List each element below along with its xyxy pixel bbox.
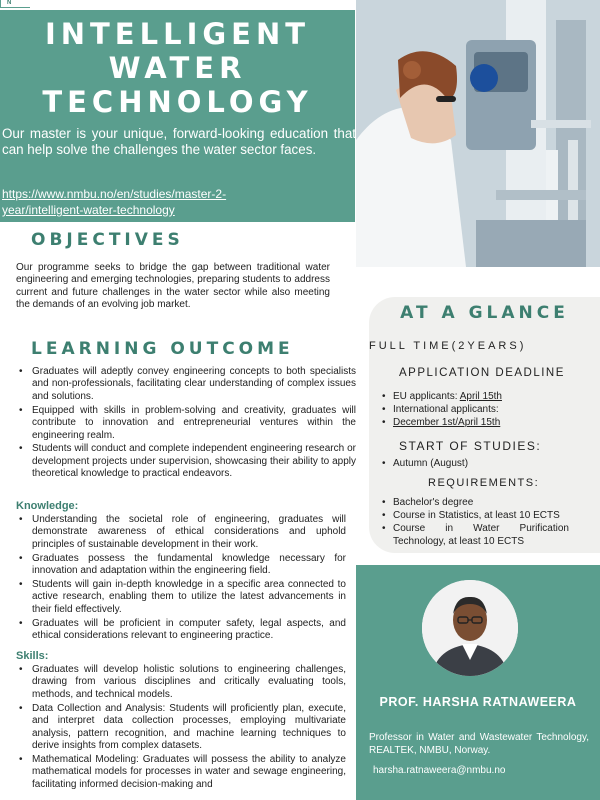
- nmbu-logo: [0, 0, 30, 8]
- requirements-heading: REQUIREMENTS:: [428, 477, 540, 489]
- avatar: [422, 580, 518, 676]
- professor-email[interactable]: harsha.ratnaweera@nmbu.no: [373, 765, 506, 776]
- start-heading: START OF STUDIES:: [399, 439, 542, 453]
- logo-text: N: [7, 0, 12, 6]
- start-list: [379, 457, 594, 470]
- lab-scene-illustration: [356, 0, 600, 267]
- title-line-1: INTELLIGENT: [44, 17, 311, 51]
- hero-banner: [0, 10, 355, 222]
- duration-text: FULL TIME(2YEARS): [369, 340, 527, 352]
- glance-title: AT A GLANCE: [400, 303, 569, 323]
- at-a-glance-panel: [369, 297, 600, 553]
- program-link[interactable]: [2, 186, 356, 218]
- link-line-1[interactable]: https://www.nmbu.no/en/studies/master-2-: [2, 187, 227, 201]
- objectives-heading: OBJECTIVES: [31, 230, 184, 250]
- list-item: [379, 416, 594, 429]
- list-item: • Graduates possess the fundamental knowledge necessary for innovation and adaptation within the engineering field.: [14, 553, 346, 578]
- list-item: [379, 403, 594, 416]
- page-title: [0, 17, 355, 119]
- list-item: • Graduates will adeptly convey engineering concepts to both specialists and non-professionals, facilitating clear understanding of complex issues and solutions.: [14, 366, 356, 403]
- intl-label: International applicants:: [393, 404, 499, 415]
- list-item: • Course in Water Purification Technology, at least 10 ECTS: [379, 522, 569, 548]
- learning-outcome-heading: LEARNING OUTCOME: [31, 339, 294, 359]
- objectives-text: Our programme seeks to bridge the gap between traditional water engineering and emerging technologies, preparing students to address current and future challenges in the water sector while also meeting the demands of an evolving job market.: [16, 262, 330, 311]
- list-item: • Students will gain in-depth knowledge in a specific area connected to active research, enabling them to utilize the latest advancements in their field effectively.: [14, 579, 346, 616]
- list-item: • Graduates will be proficient in computer safety, legal aspects, and ethical considerations relevant to engineering practice.: [14, 618, 346, 643]
- list-item: • Students will conduct and complete independent engineering research or development projects under supervision, showcasing their ability to apply theoretical knowledge to practical endeavors.: [14, 443, 356, 480]
- tagline: Our master is your unique, forward-looking education that can help solve the challenges the water sector faces.: [2, 126, 356, 157]
- list-item: • Graduates will develop holistic solutions to engineering challenges, drawing from various disciplines and critically evaluating tools, methods, and technical models.: [14, 664, 346, 701]
- professor-card: [356, 565, 600, 800]
- deadline-heading: APPLICATION DEADLINE: [399, 367, 565, 379]
- title-line-3: TECHNOLOGY: [42, 85, 313, 119]
- list-item: • Course in Statistics, at least 10 ECTS: [379, 509, 569, 522]
- knowledge-list: [14, 514, 346, 644]
- professor-name: PROF. HARSHA RATNAWEERA: [379, 695, 577, 709]
- general-outcome-list: [14, 366, 356, 482]
- eu-date: April 15th: [459, 391, 502, 402]
- professor-role: Professor in Water and Wastewater Technology, REALTEK, NMBU, Norway.: [369, 732, 589, 756]
- lab-photo: [356, 0, 600, 267]
- list-item: • Equipped with skills in problem-solving and creativity, graduates will contribute to innovation and entrepreneurial ventures within the engineering realm.: [14, 405, 356, 442]
- skills-heading: Skills:: [16, 650, 49, 662]
- list-item: [379, 390, 594, 403]
- list-item: • Mathematical Modeling: Graduates will possess the ability to analyze mathematical models for processes in water and sewage engineering, facilitating informed decision-making and: [14, 754, 346, 791]
- list-item: • Understanding the societal role of engineering, graduates will demonstrate awareness of ethical considerations and uphold principles of sustainable development in their work.: [14, 514, 346, 551]
- requirements-list: [379, 496, 569, 548]
- skills-list: [14, 664, 346, 793]
- eu-label: EU applicants:: [393, 391, 460, 402]
- professor-portrait: [422, 580, 518, 676]
- link-line-2[interactable]: year/intelligent-water-technology: [2, 203, 175, 217]
- deadline-list: [379, 390, 594, 429]
- list-item: • Bachelor's degree: [379, 496, 569, 509]
- list-item: • Autumn (August): [379, 457, 594, 470]
- intl-date: December 1st/April 15th: [393, 417, 501, 428]
- title-line-2: WATER: [108, 51, 247, 85]
- knowledge-heading: Knowledge:: [16, 500, 79, 512]
- list-item: • Data Collection and Analysis: Students will proficiently plan, execute, and interpret data collection processes, employing multivariate analysis, pattern recognition, and machine learning techniques to derive insights from complex datasets.: [14, 703, 346, 753]
